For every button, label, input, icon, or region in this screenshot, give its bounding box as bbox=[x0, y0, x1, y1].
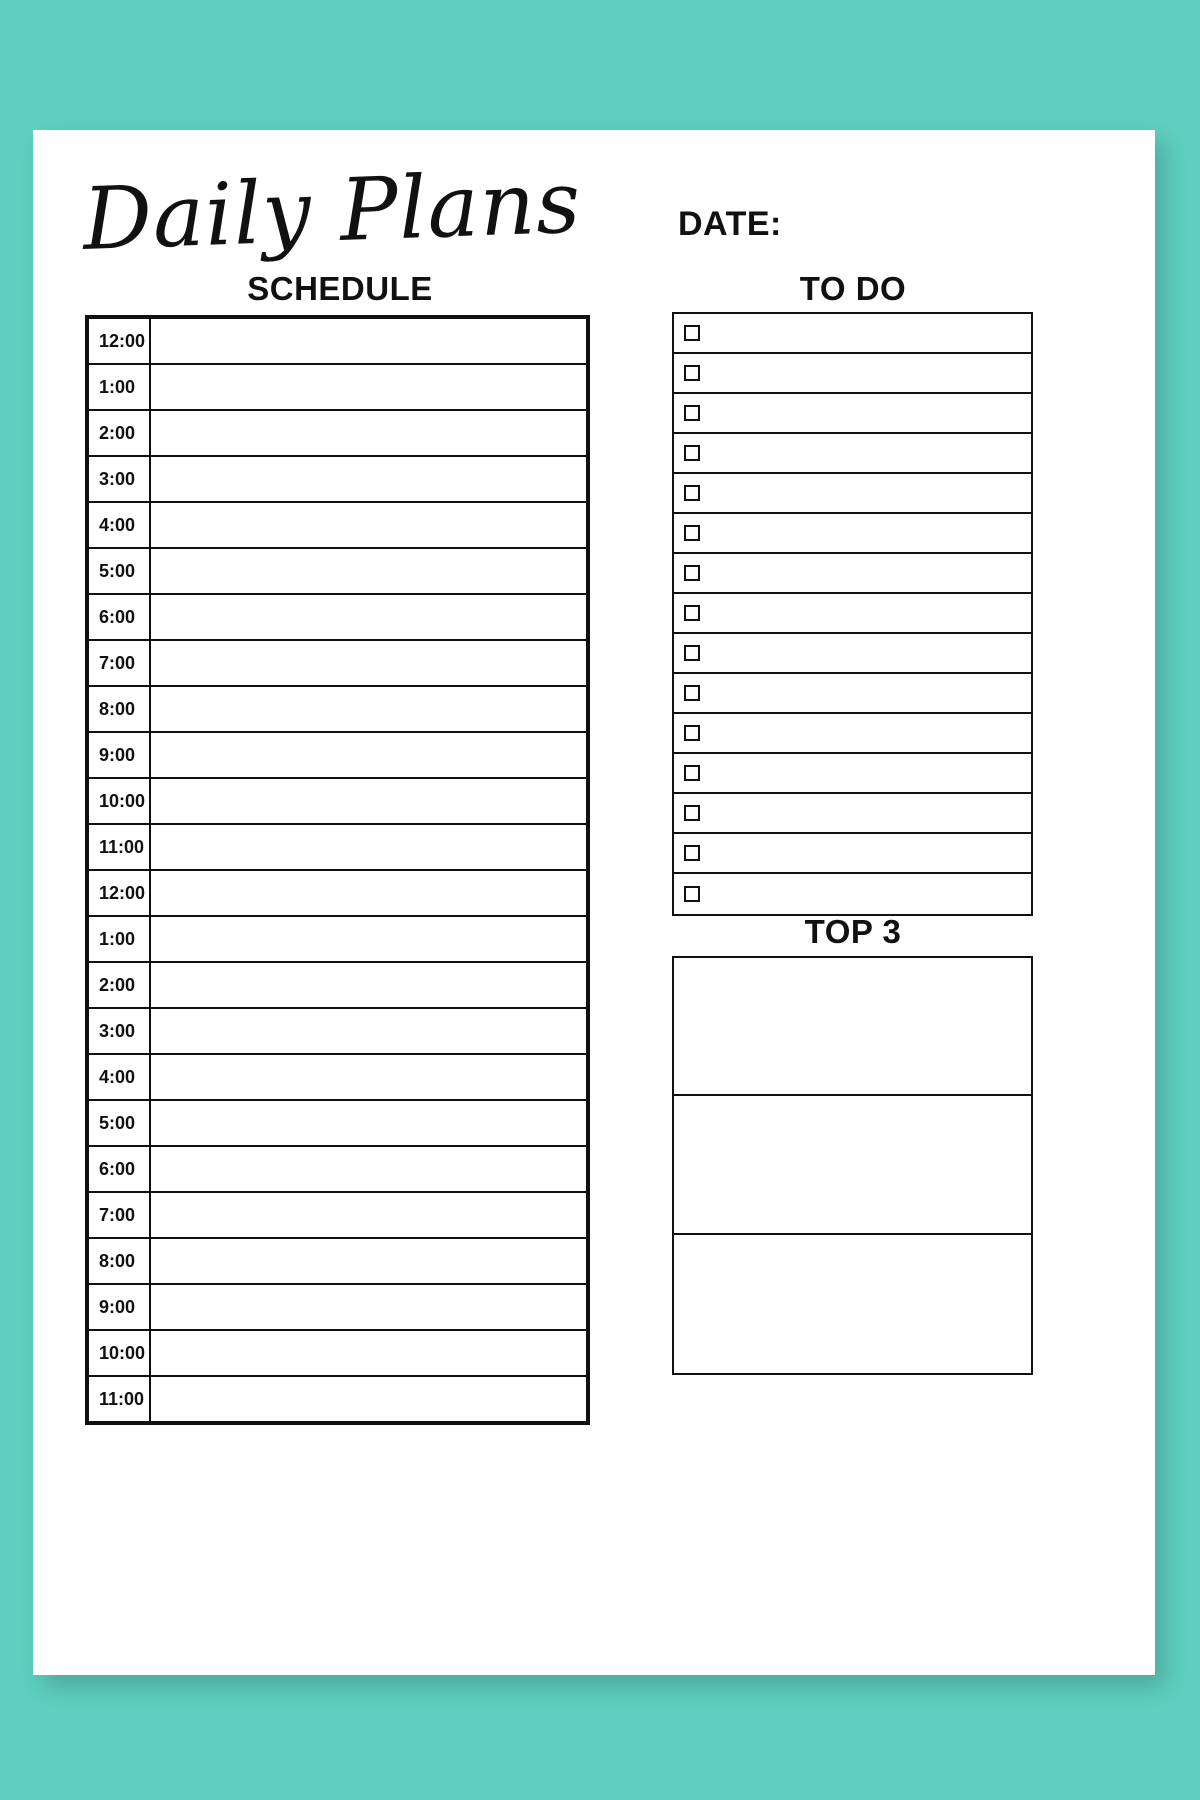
schedule-entry-field[interactable] bbox=[150, 778, 587, 824]
schedule-time-label: 12:00 bbox=[88, 870, 150, 916]
schedule-entry-field[interactable] bbox=[150, 456, 587, 502]
todo-item[interactable] bbox=[674, 874, 1031, 914]
top3-item[interactable] bbox=[674, 958, 1031, 1096]
schedule-time-label: 5:00 bbox=[88, 548, 150, 594]
schedule-table bbox=[85, 315, 590, 1425]
checkbox-empty-icon[interactable] bbox=[684, 405, 700, 421]
checkbox-empty-icon[interactable] bbox=[684, 725, 700, 741]
schedule-entry-field[interactable] bbox=[150, 1376, 587, 1422]
schedule-entry-field[interactable] bbox=[150, 686, 587, 732]
checkbox-empty-icon[interactable] bbox=[684, 685, 700, 701]
schedule-grid bbox=[87, 317, 588, 1423]
todo-item[interactable] bbox=[674, 514, 1031, 554]
schedule-time-label: 6:00 bbox=[88, 594, 150, 640]
schedule-time-label: 10:00 bbox=[88, 778, 150, 824]
top3-heading: TOP 3 bbox=[804, 913, 902, 950]
page-title: Daily Plans bbox=[81, 152, 583, 270]
schedule-time-label: 3:00 bbox=[88, 456, 150, 502]
schedule-entry-field[interactable] bbox=[150, 1054, 587, 1100]
schedule-time-label: 2:00 bbox=[88, 962, 150, 1008]
schedule-time-label: 2:00 bbox=[88, 410, 150, 456]
schedule-entry-field[interactable] bbox=[150, 1330, 587, 1376]
schedule-row bbox=[88, 456, 587, 502]
schedule-time-label: 9:00 bbox=[88, 732, 150, 778]
todo-item[interactable] bbox=[674, 714, 1031, 754]
todo-item[interactable] bbox=[674, 474, 1031, 514]
schedule-entry-field[interactable] bbox=[150, 594, 587, 640]
schedule-row bbox=[88, 732, 587, 778]
schedule-row bbox=[88, 778, 587, 824]
schedule-entry-field[interactable] bbox=[150, 732, 587, 778]
schedule-time-label: 8:00 bbox=[88, 1238, 150, 1284]
schedule-time-label: 3:00 bbox=[88, 1008, 150, 1054]
schedule-row bbox=[88, 1284, 587, 1330]
checkbox-empty-icon[interactable] bbox=[684, 805, 700, 821]
todo-heading: TO DO bbox=[799, 270, 907, 307]
todo-item[interactable] bbox=[674, 434, 1031, 474]
schedule-entry-field[interactable] bbox=[150, 502, 587, 548]
schedule-time-label: 1:00 bbox=[88, 916, 150, 962]
schedule-entry-field[interactable] bbox=[150, 548, 587, 594]
checkbox-empty-icon[interactable] bbox=[684, 765, 700, 781]
schedule-time-label: 7:00 bbox=[88, 640, 150, 686]
todo-item[interactable] bbox=[674, 834, 1031, 874]
schedule-entry-field[interactable] bbox=[150, 824, 587, 870]
schedule-time-label: 10:00 bbox=[88, 1330, 150, 1376]
schedule-time-label: 4:00 bbox=[88, 1054, 150, 1100]
schedule-entry-field[interactable] bbox=[150, 1008, 587, 1054]
schedule-time-label: 6:00 bbox=[88, 1146, 150, 1192]
schedule-row bbox=[88, 824, 587, 870]
checkbox-empty-icon[interactable] bbox=[684, 445, 700, 461]
schedule-heading: SCHEDULE bbox=[247, 270, 433, 307]
schedule-row bbox=[88, 1238, 587, 1284]
todo-list bbox=[672, 312, 1033, 916]
top3-item[interactable] bbox=[674, 1096, 1031, 1234]
todo-item[interactable] bbox=[674, 554, 1031, 594]
schedule-row bbox=[88, 1008, 587, 1054]
schedule-time-label: 7:00 bbox=[88, 1192, 150, 1238]
schedule-row bbox=[88, 640, 587, 686]
schedule-row bbox=[88, 962, 587, 1008]
schedule-entry-field[interactable] bbox=[150, 1192, 587, 1238]
schedule-row bbox=[88, 410, 587, 456]
checkbox-empty-icon[interactable] bbox=[684, 886, 700, 902]
todo-item[interactable] bbox=[674, 634, 1031, 674]
schedule-row bbox=[88, 1376, 587, 1422]
checkbox-empty-icon[interactable] bbox=[684, 325, 700, 341]
schedule-time-label: 11:00 bbox=[88, 824, 150, 870]
todo-item[interactable] bbox=[674, 794, 1031, 834]
checkbox-empty-icon[interactable] bbox=[684, 485, 700, 501]
top3-list bbox=[672, 956, 1033, 1375]
schedule-row bbox=[88, 1330, 587, 1376]
schedule-row bbox=[88, 548, 587, 594]
schedule-entry-field[interactable] bbox=[150, 318, 587, 364]
schedule-row bbox=[88, 870, 587, 916]
schedule-time-label: 12:00 bbox=[88, 318, 150, 364]
schedule-row bbox=[88, 916, 587, 962]
todo-item[interactable] bbox=[674, 314, 1031, 354]
schedule-entry-field[interactable] bbox=[150, 1238, 587, 1284]
schedule-row bbox=[88, 1146, 587, 1192]
todo-item[interactable] bbox=[674, 594, 1031, 634]
todo-item[interactable] bbox=[674, 354, 1031, 394]
checkbox-empty-icon[interactable] bbox=[684, 605, 700, 621]
schedule-row bbox=[88, 1192, 587, 1238]
schedule-time-label: 1:00 bbox=[88, 364, 150, 410]
schedule-time-label: 9:00 bbox=[88, 1284, 150, 1330]
checkbox-empty-icon[interactable] bbox=[684, 565, 700, 581]
schedule-time-label: 5:00 bbox=[88, 1100, 150, 1146]
schedule-row bbox=[88, 1054, 587, 1100]
checkbox-empty-icon[interactable] bbox=[684, 525, 700, 541]
schedule-time-label: 11:00 bbox=[88, 1376, 150, 1422]
checkbox-empty-icon[interactable] bbox=[684, 845, 700, 861]
checkbox-empty-icon[interactable] bbox=[684, 365, 700, 381]
planner-sheet bbox=[33, 130, 1155, 1675]
schedule-row bbox=[88, 502, 587, 548]
schedule-row bbox=[88, 318, 587, 364]
top3-item[interactable] bbox=[674, 1235, 1031, 1373]
schedule-entry-field[interactable] bbox=[150, 1284, 587, 1330]
schedule-entry-field[interactable] bbox=[150, 962, 587, 1008]
schedule-time-label: 8:00 bbox=[88, 686, 150, 732]
schedule-row bbox=[88, 364, 587, 410]
schedule-entry-field[interactable] bbox=[150, 364, 587, 410]
schedule-row bbox=[88, 1100, 587, 1146]
schedule-entry-field[interactable] bbox=[150, 1100, 587, 1146]
schedule-entry-field[interactable] bbox=[150, 870, 587, 916]
todo-item[interactable] bbox=[674, 754, 1031, 794]
schedule-entry-field[interactable] bbox=[150, 916, 587, 962]
todo-item[interactable] bbox=[674, 394, 1031, 434]
date-label: DATE: bbox=[678, 205, 782, 243]
schedule-entry-field[interactable] bbox=[150, 1146, 587, 1192]
schedule-time-label: 4:00 bbox=[88, 502, 150, 548]
checkbox-empty-icon[interactable] bbox=[684, 645, 700, 661]
schedule-row bbox=[88, 686, 587, 732]
schedule-entry-field[interactable] bbox=[150, 640, 587, 686]
schedule-row bbox=[88, 594, 587, 640]
todo-item[interactable] bbox=[674, 674, 1031, 714]
schedule-entry-field[interactable] bbox=[150, 410, 587, 456]
